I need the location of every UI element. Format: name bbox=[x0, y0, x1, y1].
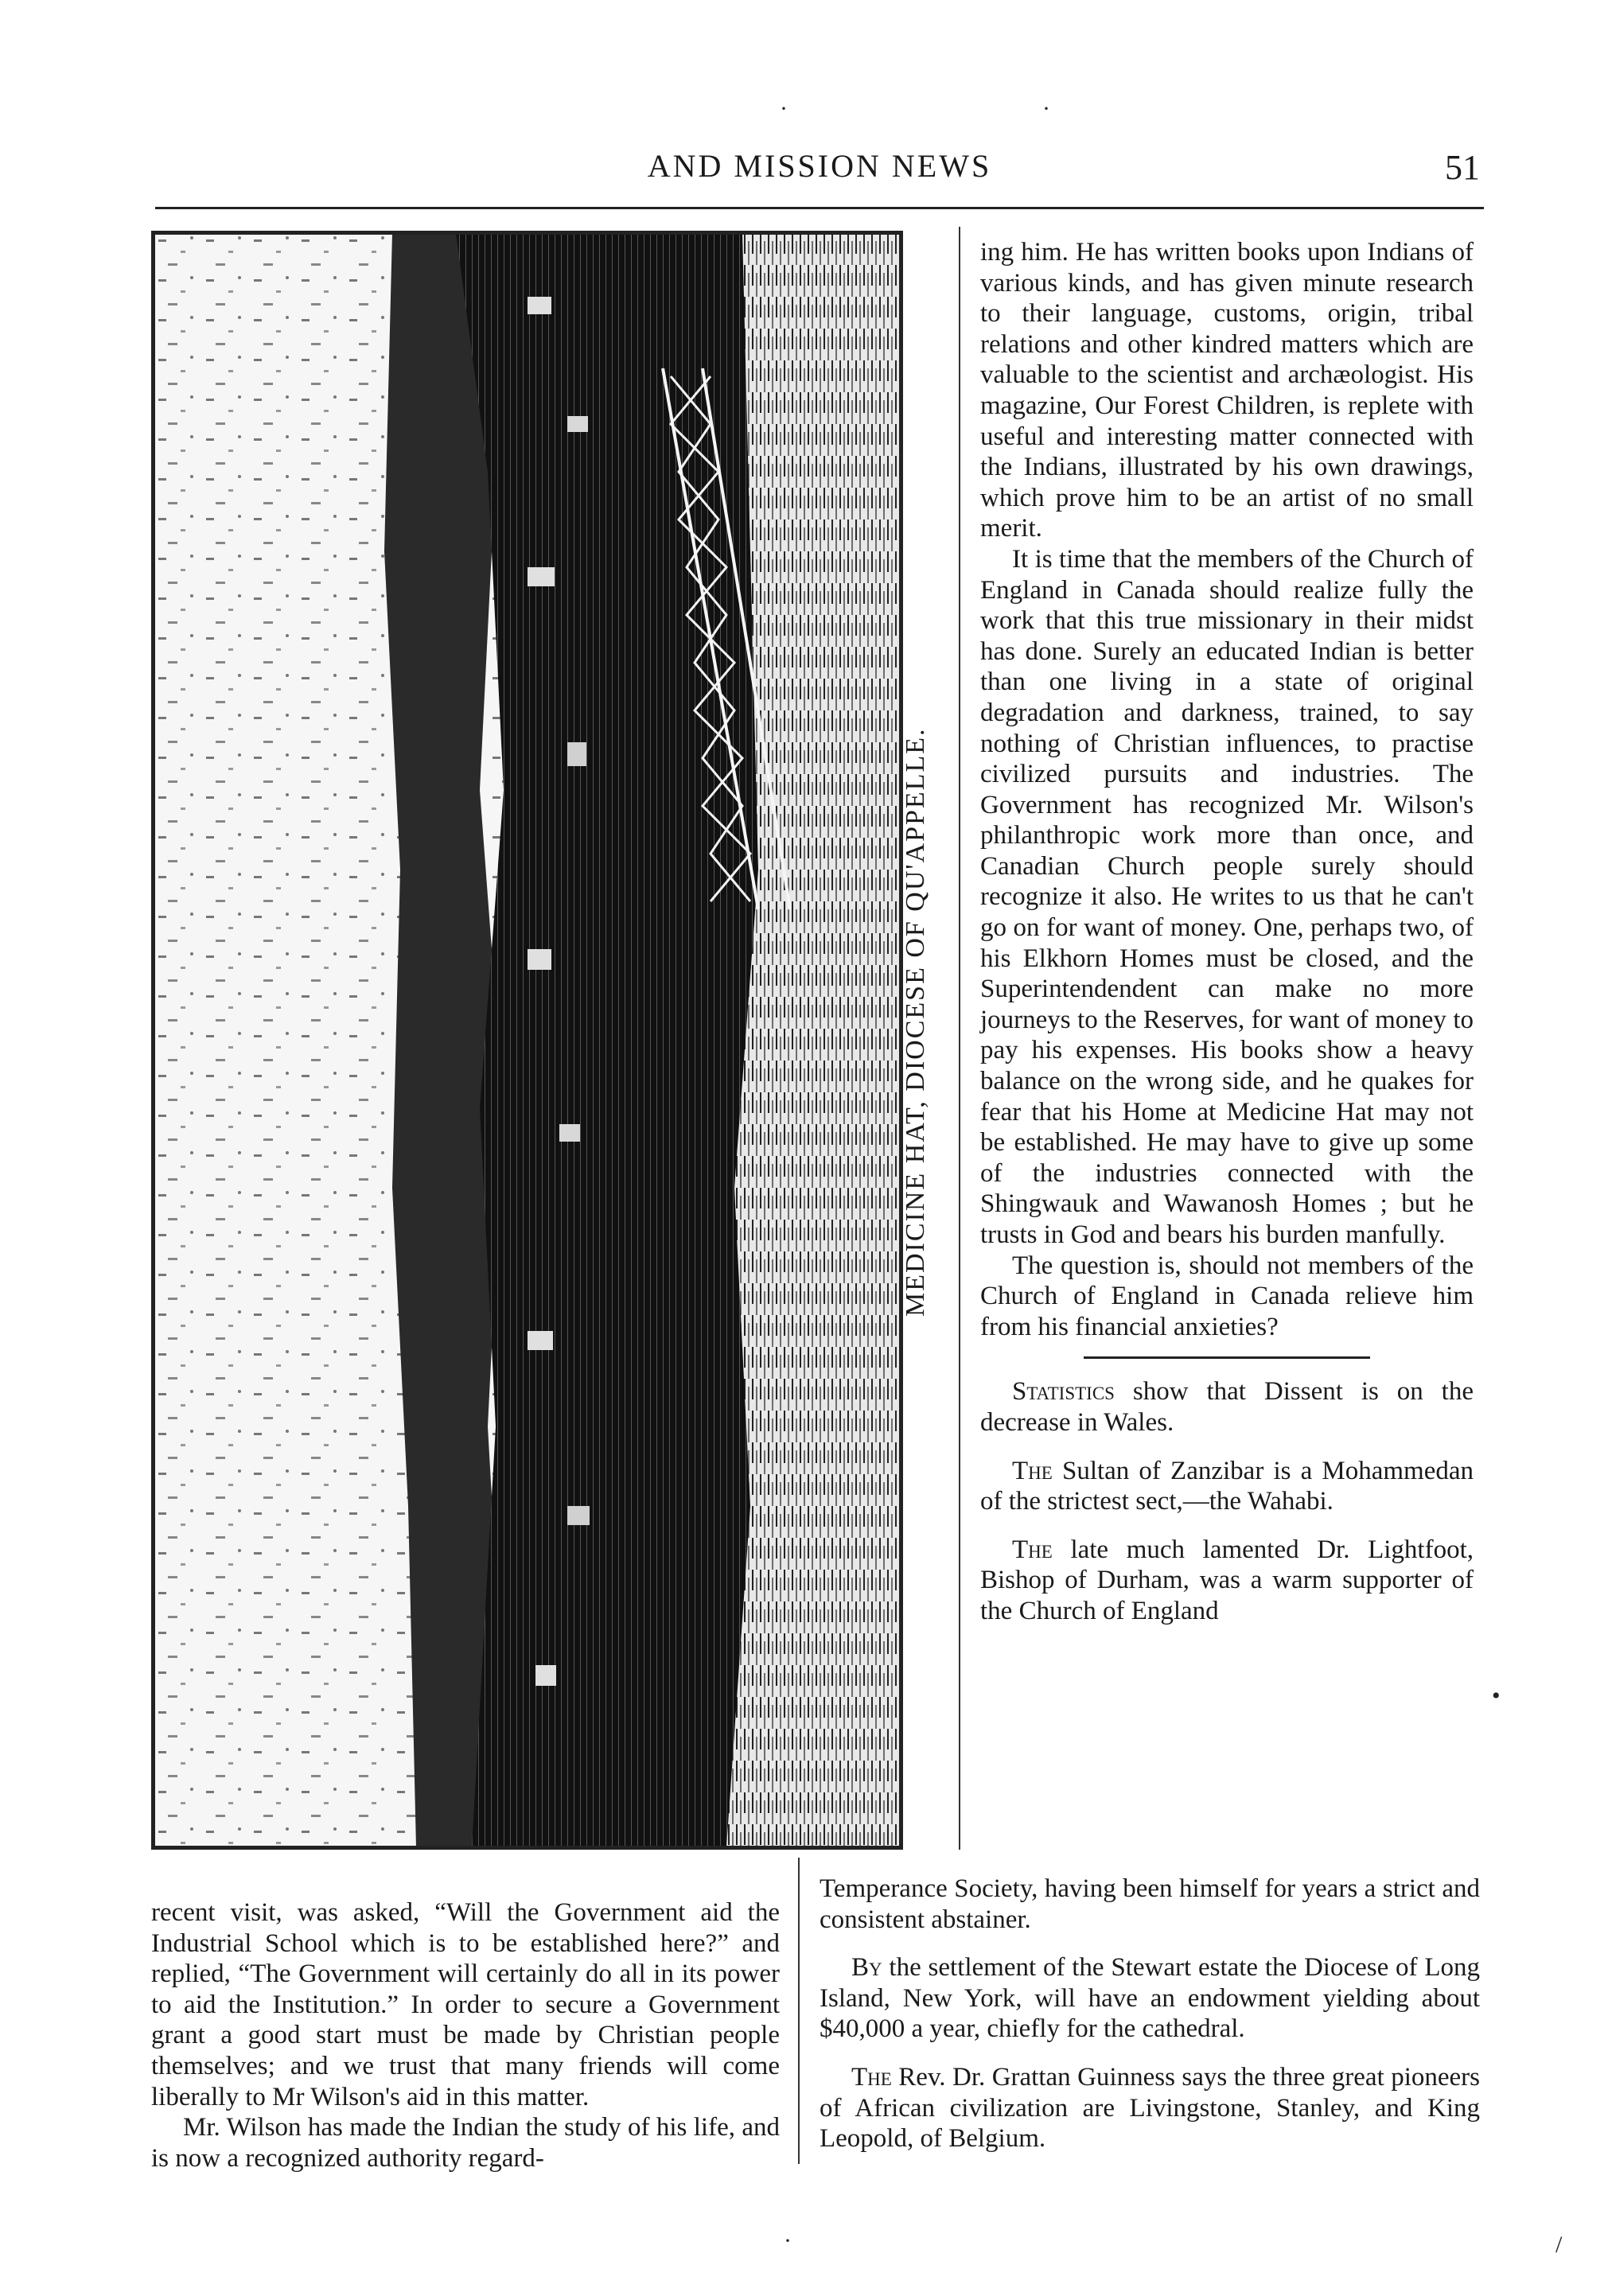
note-lead: Statistics bbox=[1012, 1377, 1115, 1407]
note-stewart-estate bbox=[820, 1952, 1480, 2045]
running-title: AND MISSION NEWS bbox=[647, 148, 992, 184]
stray-mark: · bbox=[784, 2228, 792, 2254]
paragraph-wilson-books: ing him. He has written books upon Indians of various kinds, and has given minute research to their language, customs, origin, tribal relations and other kindred matters which are valuable to the scientist and archæologist. His magazine, Our Forest Children, is replete with useful and interesting matter connected with the Indians, illustrated by his own drawings, which prove him to be an artist of no small merit. bbox=[980, 238, 1474, 543]
left-lower-column bbox=[151, 1897, 780, 2173]
medicine-hat-engraving bbox=[154, 233, 901, 1847]
engraving-illustration bbox=[151, 231, 903, 1850]
note-text: late much lamented Dr. Lightfoot, Bishop of Durham, was a warm supporter of the Church of England bbox=[980, 1535, 1474, 1625]
page-number: 51 bbox=[1445, 148, 1480, 187]
stray-mark: · bbox=[780, 95, 788, 122]
column-rule-upper bbox=[959, 227, 960, 1850]
stray-mark: / bbox=[1555, 2232, 1563, 2258]
stray-mark: · bbox=[1042, 95, 1050, 122]
stray-mark: • bbox=[1492, 1683, 1501, 1709]
paragraph-question: The question is, should not members of the Church of England in Canada relieve him from his financial anxieties? bbox=[980, 1251, 1474, 1341]
right-lower-column bbox=[820, 1874, 1480, 2154]
note-guinness bbox=[820, 2062, 1480, 2154]
paragraph-church-appeal: It is time that the members of the Church of England in Canada should realize fully the work that this true missionary in their midst has done. Surely an educated Indian is better than one living in a state of original degradation and darkness, trained, to say nothing of Christian influences, to practise civilized pursuits and industries. The Government has recognized Mr. Wilson's philanthropic work more than once, and Canadian Church people surely should recognize it also. He writes to us that he can't go on for want of money. One, perhaps two, of his Elkhorn Homes must be closed, and the Superintendendent can make no more journeys to the Reserves, for want of money to pay his expenses. His books show a heavy balance on the wrong side, and he quakes for fear that his Home at Medicine Hat may not be established. He may have to give up some of the industries connected with the Shingwauk and Wawanosh Homes ; but he trusts in God and bears his burden manfully. bbox=[980, 544, 1474, 1249]
illustration-caption: MEDICINE HAT, DIOCESE OF QU'APPELLE. bbox=[901, 727, 930, 1317]
paragraph-government-aid: recent visit, was asked, “Will the Government aid the Industrial School which is to be established here?” and replied, “The Government will certainly do all in its power to aid the Institution.” In order to secure a Government grant a good start must be made by Christian people themselves; and we trust that many friends will come liberally to Mr Wilson's aid in this matter. bbox=[151, 1898, 780, 2111]
running-head bbox=[159, 147, 1480, 185]
section-divider bbox=[1084, 1356, 1370, 1359]
note-text: show that Dissent is on the decrease in Wales. bbox=[980, 1377, 1474, 1437]
note-sultan bbox=[980, 1456, 1474, 1517]
note-lead: The bbox=[1012, 1456, 1053, 1485]
note-text: Sultan of Zanzibar is a Mohammedan of the strictest sect,—the Wahabi. bbox=[980, 1456, 1474, 1516]
header-rule bbox=[155, 207, 1484, 209]
note-text: the settlement of the Stewart estate the Diocese of Long Island, New York, will have an endowment yielding about $40,000 a year, chiefly for the cathedral. bbox=[820, 1953, 1480, 2044]
column-rule-lower bbox=[798, 1858, 800, 2164]
right-column bbox=[980, 237, 1474, 1627]
note-lightfoot bbox=[980, 1535, 1474, 1627]
note-lead: By bbox=[851, 1953, 882, 1983]
paragraph-wilson-study: Mr. Wilson has made the Indian the study of his life, and is now a recognized authority regard- bbox=[151, 2113, 780, 2173]
paragraph-temperance: Temperance Society, having been himself for years a strict and consistent abstainer. bbox=[820, 1874, 1480, 1934]
note-text: Rev. Dr. Grattan Guinness says the three great pioneers of African civilization are Livingstone, Stanley, and King Leopold, of Belgium. bbox=[820, 2062, 1480, 2154]
note-statistics bbox=[980, 1376, 1474, 1438]
note-lead: The bbox=[851, 2062, 892, 2092]
note-lead: The bbox=[1012, 1535, 1053, 1564]
